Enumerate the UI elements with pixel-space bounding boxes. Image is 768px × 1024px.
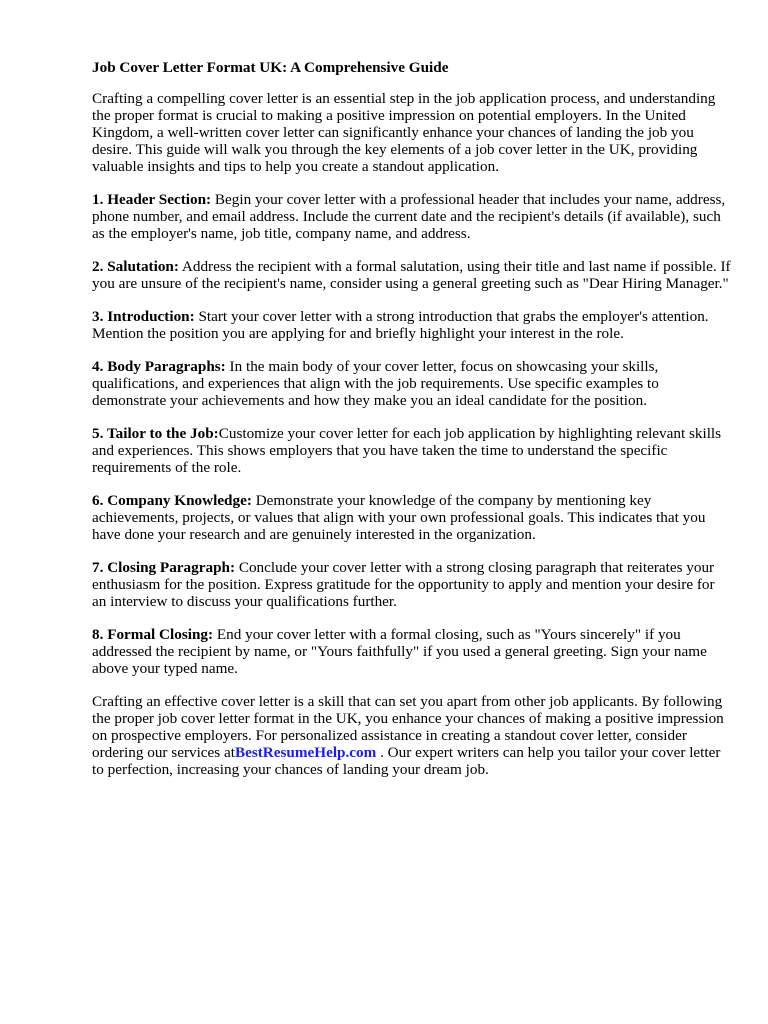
section-heading: 3. Introduction: bbox=[92, 308, 195, 325]
section-company-knowledge bbox=[92, 492, 732, 543]
section-heading: 5. Tailor to the Job: bbox=[92, 425, 219, 442]
section-heading: 2. Salutation: bbox=[92, 258, 179, 275]
conclusion-text: Crafting an effective cover letter is a skill that can set you apart from other job applicants. By following the proper job cover letter format in the UK, you enhance your chances of making a positive impression on prospective employers. For personalized assistance in creating a standout cover letter, consider ordering our services at bbox=[92, 693, 724, 761]
section-body: Conclude your cover letter with a strong closing paragraph that reiterates your enthusiasm for the position. Express gratitude for the opportunity to apply and mention your desire for an interview to discuss your qualifications further. bbox=[92, 559, 715, 610]
conclusion-paragraph bbox=[92, 693, 732, 778]
document-page bbox=[92, 59, 732, 794]
section-heading: 4. Body Paragraphs: bbox=[92, 358, 226, 375]
section-body: End your cover letter with a formal closing, such as "Yours sincerely" if you addressed the recipient by name, or "Yours faithfully" if you used a general greeting. Sign your name above your typed name. bbox=[92, 626, 707, 677]
section-salutation bbox=[92, 258, 732, 292]
intro-paragraph: Crafting a compelling cover letter is an essential step in the job application process, and understanding the proper format is crucial to making a positive impression on potential employers. In the United Kingdom, a well-written cover letter can significantly enhance your chances of landing the job you desire. This guide will walk you through the key elements of a job cover letter in the UK, providing valuable insights and tips to help you create a standout application. bbox=[92, 90, 716, 175]
section-introduction bbox=[92, 308, 732, 342]
section-body: Demonstrate your knowledge of the company by mentioning key achievements, projects, or values that align with your own professional goals. This indicates that you have done your research and are genuinely interested in the organization. bbox=[92, 492, 706, 543]
section-tailor-to-job bbox=[92, 425, 732, 476]
section-heading: 8. Formal Closing: bbox=[92, 626, 214, 643]
section-heading: 1. Header Section: bbox=[92, 191, 212, 208]
section-body: Start your cover letter with a strong introduction that grabs the employer's attention. Mention the position you are applying for and briefly highlight your interest in the role. bbox=[92, 308, 709, 342]
section-heading: 7. Closing Paragraph: bbox=[92, 559, 236, 576]
section-body-paragraphs bbox=[92, 358, 732, 409]
section-body: In the main body of your cover letter, focus on showcasing your skills, qualifications, and experiences that align with the job requirements. Use specific examples to demonstrate your achievements and how they make you an ideal candidate for the position. bbox=[92, 358, 659, 409]
section-header-section bbox=[92, 191, 732, 242]
section-formal-closing bbox=[92, 626, 732, 677]
conclusion-text-end: . Our expert writers can help you tailor your cover letter to perfection, increasing your chances of landing your dream job. bbox=[92, 744, 721, 778]
bestresumehelp-link[interactable]: BestResumeHelp.com bbox=[234, 744, 377, 761]
section-body: Address the recipient with a formal salutation, using their title and last name if possible. If you are unsure of the recipient's name, consider using a general greeting such as "Dear Hiring Manager." bbox=[92, 258, 731, 292]
section-heading: 6. Company Knowledge: bbox=[92, 492, 252, 509]
document-title: Job Cover Letter Format UK: A Comprehensive Guide bbox=[92, 59, 449, 76]
section-body: Customize your cover letter for each job application by highlighting relevant skills and experiences. This shows employers that you have taken the time to understand the specific requirements of the role. bbox=[92, 425, 722, 476]
section-body: Begin your cover letter with a professional header that includes your name, address, phone number, and email address. Include the current date and the recipient's details (if available), such as the employer's name, job title, company name, and address. bbox=[92, 191, 726, 242]
section-closing-paragraph bbox=[92, 559, 732, 610]
